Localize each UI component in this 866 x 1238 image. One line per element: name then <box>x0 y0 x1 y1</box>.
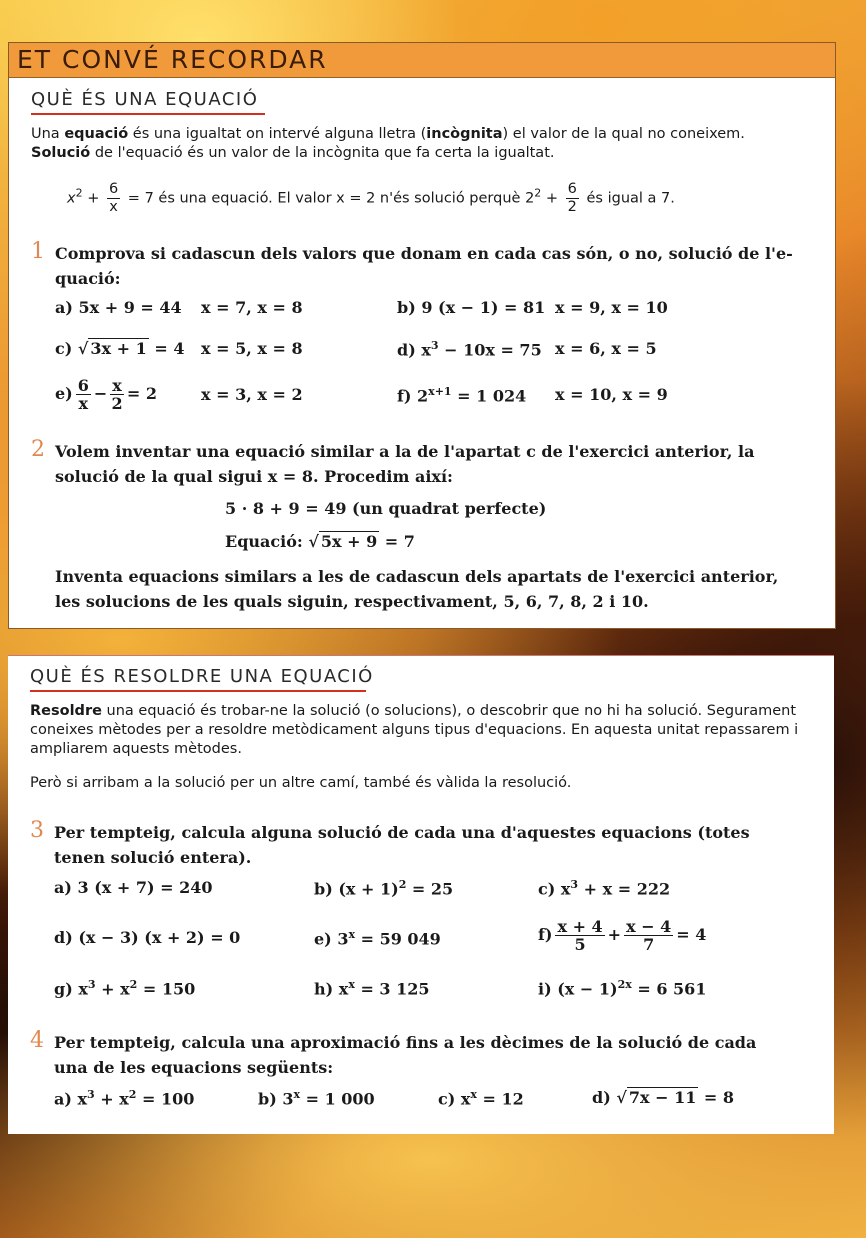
ex1-e-equation: e) $\frac{6}{x}$ − $\frac{x}{2}$ = 2 <box>55 376 157 413</box>
section-rule <box>30 690 366 692</box>
ex3-d: d) (x − 3) (x + 2) = 0 <box>54 928 241 947</box>
ex1-c-equation: c) √ 3x + 1 = 4 <box>55 339 185 358</box>
ex4-c: c) $x^x = 12$ <box>438 1088 524 1109</box>
ex2-line-1: 5 · 8 + 9 = 49 (un quadrat perfecte) <box>225 499 547 518</box>
ex1-a-equation: a) 5x + 9 = 44 <box>55 298 182 317</box>
ex1-e-values: x = 3, x = 2 <box>201 385 303 404</box>
exercise-3-question: Per tempteig, calcula alguna solució de cada una d'aquestes equacions (totes tenen solució entera). <box>54 823 750 867</box>
section-rule <box>31 113 265 115</box>
ex3-i: i) $(x - 1)^{2x} = 6$ 561 <box>538 978 707 999</box>
exercise-number-4: 4 <box>30 1028 44 1053</box>
ex3-f: f) $\frac{x + 4}{5}$ + $\frac{x - 4}{7}$ = 4 <box>538 917 707 954</box>
ex1-f-values: x = 10, x = 9 <box>555 385 668 404</box>
ex3-c: c) $x^3 + x = 222$ <box>538 878 671 899</box>
ex4-a: a) $x^3 + x^2 = 100$ <box>54 1088 195 1109</box>
ex3-a: a) 3 (x + 7) = 240 <box>54 878 213 897</box>
ex3-e: e) $3^x = 59$ 049 <box>314 928 441 949</box>
remember-panel <box>8 42 836 629</box>
ex1-b-equation: b) 9 (x − 1) = 81 <box>397 298 546 317</box>
ex1-b-values: x = 9, x = 10 <box>555 298 668 317</box>
exercise-number-3: 3 <box>30 818 44 843</box>
section-title-equation: QUÈ ÉS UNA EQUACIÓ <box>31 89 259 110</box>
exercise-2-task: Inventa equacions similars a les de cadascun dels apartats de l'exercici anterior, les solucions de les quals siguin, respectivament, 5, 6, 7, 8, 2 i 10. <box>55 567 779 611</box>
solve-note: Però si arribam a la solució per un altre camí, també és vàlida la resolució. <box>30 775 572 791</box>
solve-panel <box>8 655 834 1134</box>
ex3-h: h) $x^x = 3$ 125 <box>314 978 430 999</box>
exercise-number-2: 2 <box>31 437 45 462</box>
ex4-d: d) √ 7x − 11 = 8 <box>592 1088 735 1107</box>
exercise-number-1: 1 <box>31 239 45 264</box>
definition-text: Una equació és una igualtat on intervé alguna lletra (incògnita) el valor de la qual no coneixem. Solució de l'equació és un valor de la incògnita que fa certa la igualtat. <box>31 126 745 161</box>
ex1-f-equation: f) $2^{x+1} = 1$ 024 <box>397 385 527 406</box>
definition-example: $x^2$ + $\frac{6}{x}$ = 7 és una equació. El valor x = 2 n'és solució perquè $2^2$ + $\frac{6}{2}$ és igual a 7. <box>67 181 675 215</box>
ex2-line-2: Equació: √ 5x + 9 = 7 <box>225 532 415 551</box>
exercise-4-question: Per tempteig, calcula una aproximació fins a les dècimes de la solució de cada una de les equacions següents: <box>54 1033 757 1077</box>
ex3-b: b) $(x + 1)^2 = 25$ <box>314 878 454 899</box>
banner <box>9 43 835 78</box>
ex1-d-values: x = 6, x = 5 <box>555 339 657 358</box>
exercise-1-question: Comprova si cadascun dels valors que donam en cada cas són, o no, solució de l'equació: <box>55 244 793 288</box>
banner-title: ET CONVÉ RECORDAR <box>17 45 328 74</box>
exercise-2-question: Volem inventar una equació similar a la de l'apartat c de l'exercici anterior, la solució de la qual sigui x = 8. Procedim així: <box>55 442 755 486</box>
ex3-g: g) $x^3 + x^2 = 150$ <box>54 978 196 999</box>
ex4-b: b) $3^x = 1$ 000 <box>258 1088 375 1109</box>
solve-definition: Resoldre una equació és trobar-ne la solució (o solucions), o descobrir que no hi ha solució. Segurament coneixes mètodes per a resoldre metòdicament alguns tipus d'equacions. En aquesta unitat repassarem i ampliarem aquests mètodes. <box>30 703 799 757</box>
ex1-a-values: x = 7, x = 8 <box>201 298 303 317</box>
ex1-d-equation: d) $x^3 - 10x = 75$ <box>397 339 542 360</box>
section-title-solve: QUÈ ÉS RESOLDRE UNA EQUACIÓ <box>30 666 374 687</box>
ex1-c-values: x = 5, x = 8 <box>201 339 303 358</box>
